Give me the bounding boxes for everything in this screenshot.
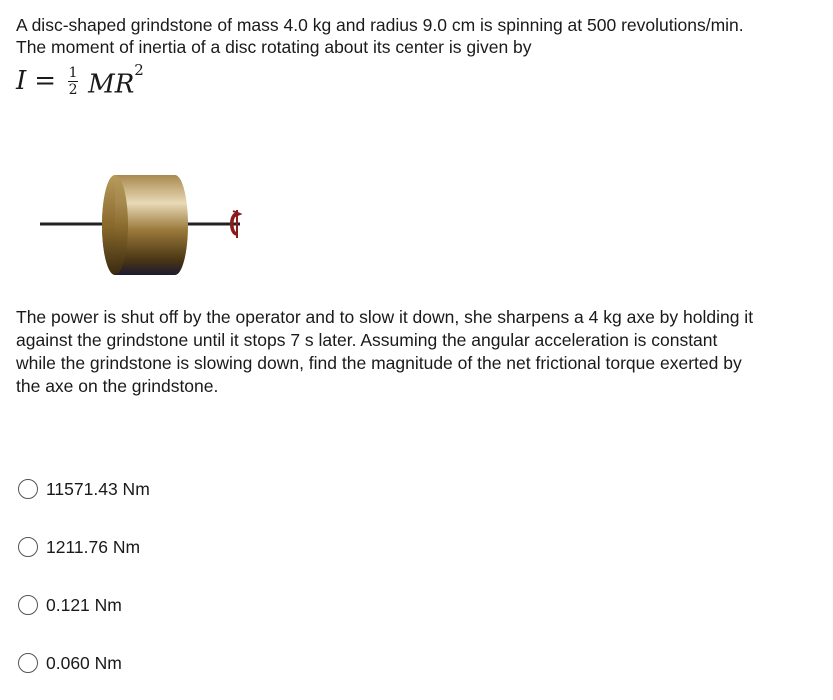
answer-choice[interactable] <box>18 478 150 500</box>
choice-label: 0.121 Nm <box>46 595 122 615</box>
formula-fraction <box>68 66 78 98</box>
disc-front-face <box>102 175 128 275</box>
grindstone-illustration <box>30 165 270 285</box>
answer-choice[interactable] <box>18 652 122 674</box>
formula-rhs-text: MR <box>88 69 135 100</box>
answer-choice[interactable] <box>18 594 122 616</box>
choice-label: 1211.76 Nm <box>46 537 141 557</box>
radio-button[interactable] <box>18 653 38 673</box>
choice-label: 11571.43 Nm <box>46 479 150 499</box>
choice-label: 0.060 Nm <box>46 653 122 673</box>
moment-of-inertia-formula <box>16 62 144 101</box>
fraction-numerator: 1 <box>68 64 78 81</box>
question-intro: A disc-shaped grindstone of mass 4.0 kg and radius 9.0 cm is spinning at 500 revolutions/min. The moment of inertia of a disc rotating about its center is given by <box>16 15 744 57</box>
radio-button[interactable] <box>18 479 38 499</box>
fraction-denominator: 2 <box>68 82 78 99</box>
formula-exponent: 2 <box>134 61 144 79</box>
formula-rhs <box>88 62 144 101</box>
question-body: The power is shut off by the operator and to slow it down, she sharpens a 4 kg axe by holding it against the grindstone until it stops 7 s later. Assuming the angular acceleration is constant while the grindstone is slowing down, find the magnitude of the net frictional torque exerted by the axe on the grindstone. <box>16 307 754 396</box>
radio-button[interactable] <box>18 595 38 615</box>
formula-equals: = <box>34 66 57 97</box>
formula-lhs: I <box>16 66 27 97</box>
answer-choice[interactable] <box>18 536 140 558</box>
grindstone-figure <box>30 165 270 285</box>
radio-button[interactable] <box>18 537 38 557</box>
